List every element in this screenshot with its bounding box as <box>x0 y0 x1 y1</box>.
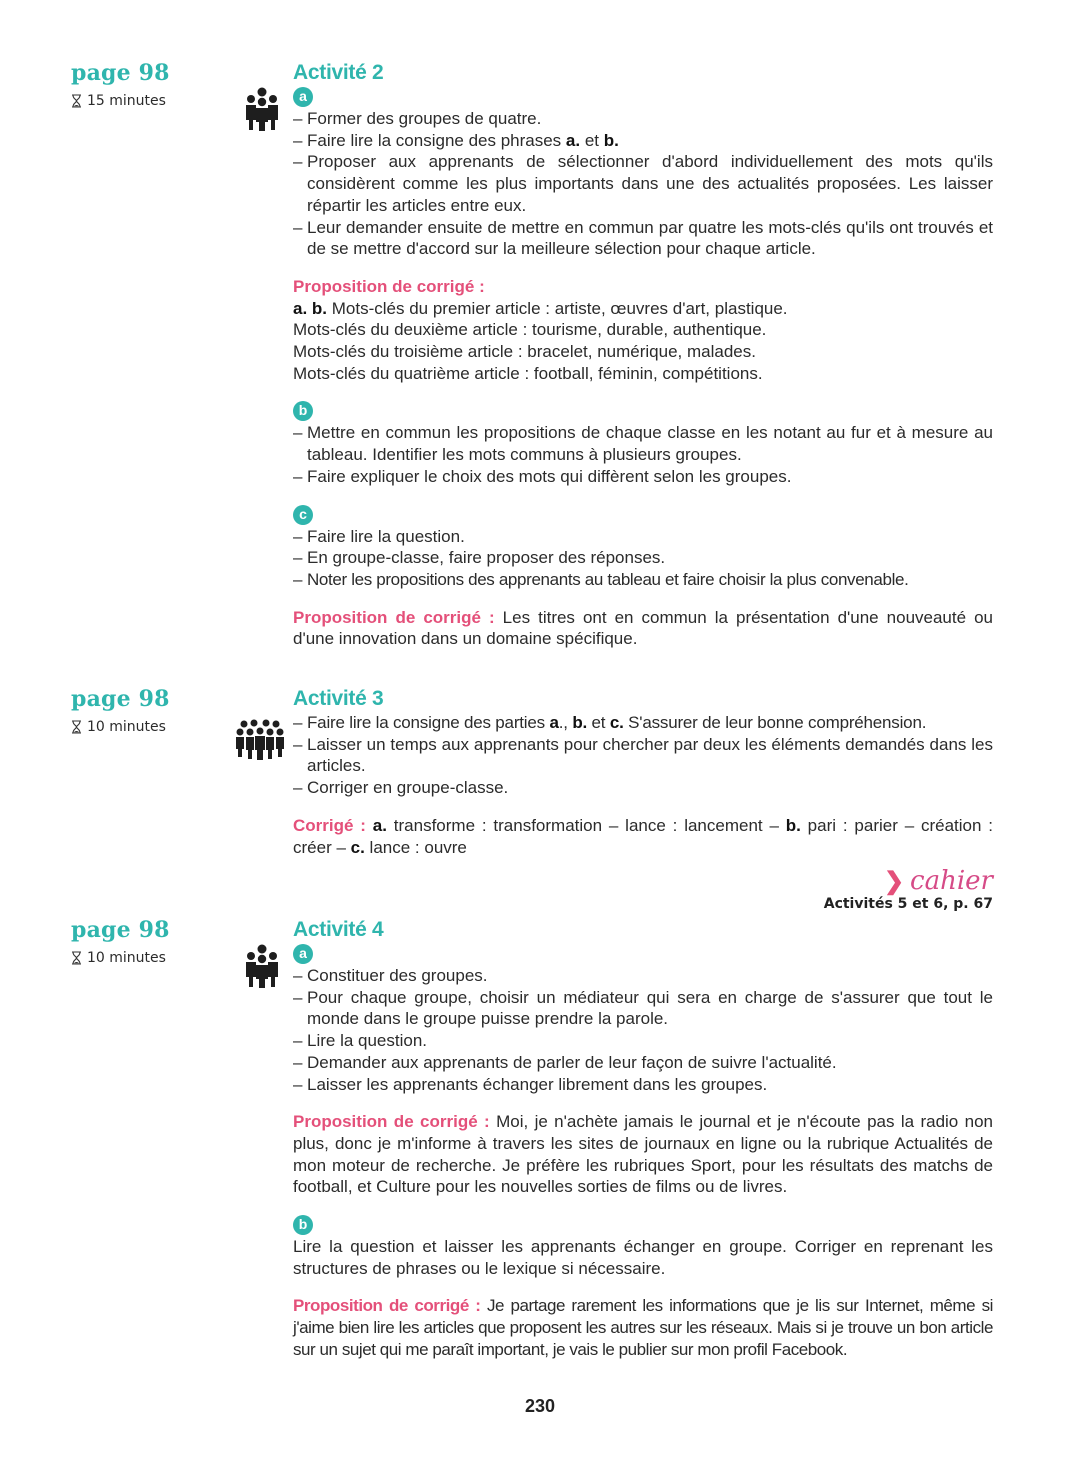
list-item: – Noter les propositions des apprenants au tableau et faire choisir la plus convenable. <box>293 569 993 591</box>
page-reference: page 98 <box>71 686 170 712</box>
activity-title: Activité 3 <box>293 687 384 710</box>
hourglass-icon <box>71 720 82 734</box>
correction-line: Mots-clés du quatrième article : football, féminin, compétitions. <box>293 363 763 383</box>
list-item: – Leur demander ensuite de mettre en commun par quatre les mots-clés qu'ils ont trouvés et de se mettre d'accord sur la meilleure sélection pour chaque article. <box>293 217 993 260</box>
instructions-list <box>293 712 993 799</box>
instructions-list <box>293 422 993 487</box>
correction-label: Proposition de corrigé : <box>293 607 495 627</box>
activity-meta <box>71 917 231 967</box>
list-item: – Faire lire la consigne des phrases a. et b. <box>293 130 993 152</box>
group-of-four-icon <box>244 87 280 131</box>
activity-title: Activité 2 <box>293 61 384 84</box>
correction-label: Corrigé : <box>293 815 366 835</box>
workbook-reference <box>824 866 993 912</box>
part-badge-b: b <box>293 401 313 421</box>
duration <box>71 718 231 736</box>
workbook-label: cahier <box>910 866 993 896</box>
activity-meta <box>71 686 231 736</box>
part-badge-c: c <box>293 505 313 525</box>
instructions-list <box>293 108 993 260</box>
correction-label: Proposition de corrigé : <box>293 1296 481 1316</box>
part-badge-a: a <box>293 87 313 107</box>
duration <box>71 949 231 967</box>
correction-block <box>293 276 993 385</box>
activity-2-content <box>293 60 993 650</box>
list-item: – Corriger en groupe-classe. <box>293 777 993 799</box>
duration-text: 15 minutes <box>87 93 166 109</box>
group-of-four-icon <box>244 944 280 988</box>
chevron-right-icon: ❯ <box>883 868 905 895</box>
list-item: – Mettre en commun les propositions de chaque classe en les notant au fur et à mesure au tableau. Identifier les mots communs à plusieurs groupes. <box>293 422 993 465</box>
hourglass-icon <box>71 94 82 108</box>
correction-block: Proposition de corrigé : Je partage rarement les informations que je lis sur Internet, même si j'aime bien lire les articles que proposent les autres sur les réseaux. Mais si je trouve un bon article sur un sujet qui me paraît important, je vais le publier sur mon profil Facebook. <box>293 1296 993 1359</box>
correction-line: Mots-clés du troisième article : bracelet, numérique, malades. <box>293 342 756 362</box>
list-item: – Faire lire la question. <box>293 526 993 548</box>
duration-text: 10 minutes <box>87 950 166 966</box>
part-badge-a: a <box>293 944 313 964</box>
correction-line: Mots-clés du deuxième article : tourisme, durable, authentique. <box>293 320 767 340</box>
workbook-activities: Activités 5 et 6, p. 67 <box>823 896 993 912</box>
instruction-paragraph: Lire la question et laisser les apprenants échanger en groupe. Corriger en reprenant les structures de phrases ou le lexique si nécessaire. <box>293 1237 993 1278</box>
list-item: – Pour chaque groupe, choisir un médiateur qui sera en charge de s'assurer que tout le monde dans le groupe puisse prendre la parole. <box>293 987 993 1030</box>
duration-text: 10 minutes <box>87 719 166 735</box>
page-reference: page 98 <box>71 60 170 86</box>
activity-4-content <box>293 917 993 1361</box>
correction-label: Proposition de corrigé : <box>293 1112 490 1132</box>
hourglass-icon <box>71 951 82 965</box>
activity-meta <box>71 60 231 110</box>
instructions-list <box>293 965 993 1095</box>
list-item: – Constituer des groupes. <box>293 965 993 987</box>
list-item: – Former des groupes de quatre. <box>293 108 993 130</box>
correction-block: Proposition de corrigé : Moi, je n'achète jamais le journal et je n'écoute pas la radio non plus, donc je m'informe à travers les sites de journaux en ligne ou la rubrique Actualités de mon moteur de recherche. Je préfère les rubriques Sport, pour les résultats des matchs de football, et Culture pour les nouvelles sorties de films ou de livres. <box>293 1112 993 1197</box>
part-badge-b: b <box>293 1215 313 1235</box>
list-item: – En groupe-classe, faire proposer des réponses. <box>293 547 993 569</box>
list-item: – Lire la question. <box>293 1030 993 1052</box>
list-item: – Faire lire la consigne des parties a., b. et c. S'assurer de leur bonne compréhension. <box>293 712 993 734</box>
activity-3-content <box>293 686 993 858</box>
correction-line: a. b. Mots-clés du premier article : artiste, œuvres d'art, plastique. <box>293 298 788 318</box>
activity-title: Activité 4 <box>293 918 384 941</box>
page-reference: page 98 <box>71 917 170 943</box>
list-item: – Laisser un temps aux apprenants pour chercher par deux les éléments demandés dans les articles. <box>293 734 993 777</box>
list-item: – Laisser les apprenants échanger librement dans les groupes. <box>293 1074 993 1096</box>
correction-block: Proposition de corrigé : Les titres ont en commun la présentation d'une nouveauté ou d'une innovation dans un domaine spécifique. <box>293 607 993 649</box>
class-group-icon <box>236 719 284 761</box>
instructions-list <box>293 526 993 591</box>
correction-label: Proposition de corrigé : <box>293 276 485 296</box>
correction-block: Corrigé : a. transforme : transformation – lance : lancement – b. pari : parier – création : créer – c. lance : ouvre <box>293 815 994 857</box>
list-item: – Proposer aux apprenants de sélectionner d'abord individuellement des mots qu'ils considèrent comme les plus importants dans une des actualités proposées. Les laisser répartir les articles entre eux. <box>293 151 993 216</box>
duration <box>71 92 231 110</box>
list-item: – Demander aux apprenants de parler de leur façon de suivre l'actualité. <box>293 1052 993 1074</box>
list-item: – Faire expliquer le choix des mots qui diffèrent selon les groupes. <box>293 466 993 488</box>
page-number: 230 <box>524 1396 556 1416</box>
